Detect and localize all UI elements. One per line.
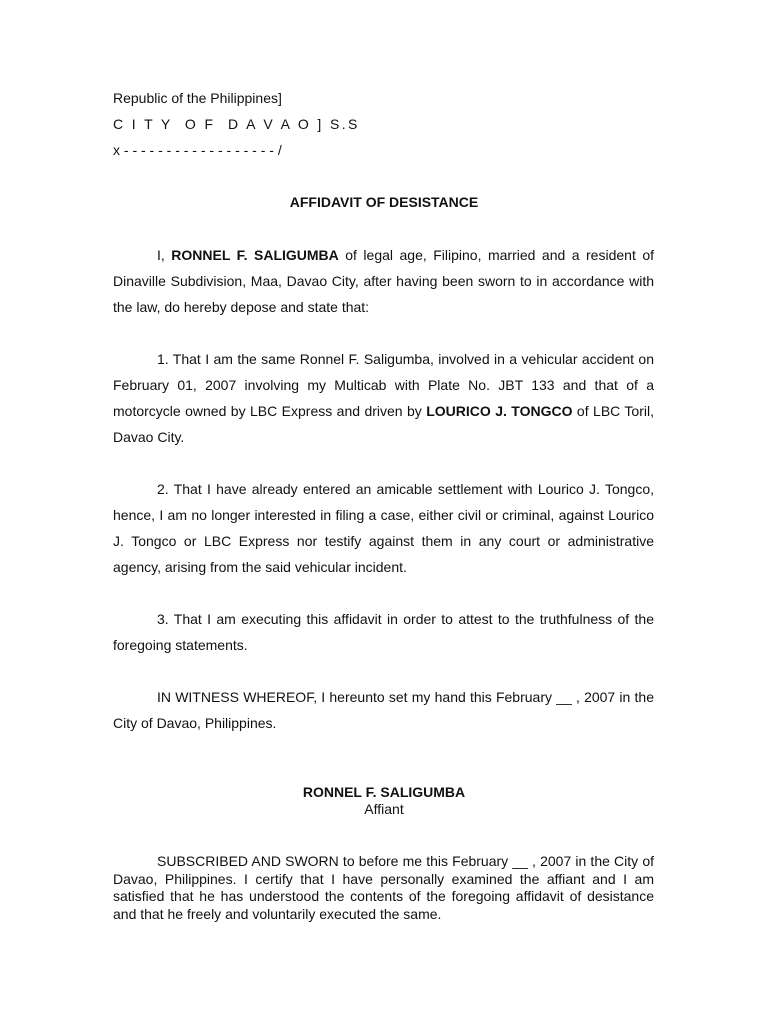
intro-rest: of legal age, Filipino, married and a resident of Dinaville Subdivision, Maa, Davao City, after having been sworn to in accordance with the law, do hereby depose and state that: — [113, 247, 654, 315]
header-republic: Republic of the Philippines] — [113, 90, 282, 106]
witness-paragraph: IN WITNESS WHEREOF, I hereunto set my hand this February __ , 2007 in the City of Davao, Philippines. — [113, 689, 654, 731]
paragraph-item-1 — [113, 346, 654, 450]
intro-paragraph — [113, 242, 654, 320]
driver-name-bold: LOURICO J. TONGCO — [426, 403, 573, 419]
item1-text-a: 1. That I am the same Ronnel F. Saligumba, involved in a vehicular accident on February 01, 2007 involving my Multicab with Plate No. JBT 133 and that of a motorcycle owned by LBC Express and driven by — [113, 351, 654, 419]
paragraph-item-3: 3. That I am executing this affidavit in order to attest to the truthfulness of the foregoing statements. — [113, 611, 654, 653]
document-title: AFFIDAVIT OF DESISTANCE — [289, 194, 479, 210]
signature-role: Affiant — [364, 801, 404, 817]
item1-text-b: of LBC Toril, Davao City. — [113, 403, 654, 445]
intro-prefix: I, — [157, 247, 172, 263]
affiant-name-bold: RONNEL F. SALIGUMBA — [171, 247, 339, 263]
header-city: C I T Y O F D A V A O ] S.S — [113, 116, 360, 132]
header-separator: x - - - - - - - - - - - - - - - - - - / — [113, 142, 282, 158]
signature-name: RONNEL F. SALIGUMBA — [302, 784, 466, 800]
paragraph-item-2: 2. That I have already entered an amicable settlement with Lourico J. Tongco, hence, I am no longer interested in filing a case, either civil or criminal, against Lourico J. Tongco or LBC Express nor testify against them in any court or administrative agency, arising from the said vehicular incident. — [113, 481, 654, 575]
jurat-paragraph: SUBSCRIBED AND SWORN to before me this February __ , 2007 in the City of Davao, Philippines. I certify that I have personally examined the affiant and I am satisfied that he has understood the contents of the foregoing affidavit of desistance and that he freely and voluntarily executed the same. — [113, 853, 654, 922]
